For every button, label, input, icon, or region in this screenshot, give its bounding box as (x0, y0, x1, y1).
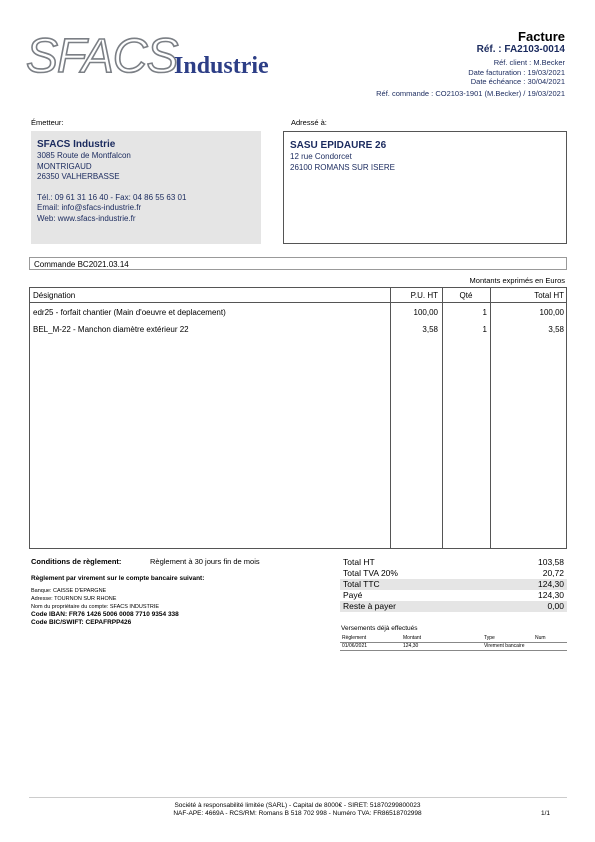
total-remaining-value: 0,00 (547, 601, 564, 611)
recipient-address-2: 26100 ROMANS SUR ISERE (290, 162, 395, 172)
emitter-name: SFACS Industrie (37, 139, 116, 150)
currency-note: Montants exprimés en Euros (469, 276, 565, 285)
payments-header (340, 634, 567, 642)
order-ref: Réf. commande : CO2103-1901 (M.Becker) / 19/03/2021 (376, 89, 565, 98)
total-paid (340, 590, 567, 601)
payments-col-amount: Montant (403, 635, 422, 641)
emitter-email: Email: info@sfacs-industrie.fr (37, 203, 142, 212)
row-1-designation: edr25 - forfait chantier (Main d'oeuvre et deplacement) (33, 308, 226, 317)
row-2-designation: BEL_M-22 - Manchon diamètre extérieur 22 (33, 325, 189, 334)
bank-name: Banque: CAISSE D'EPARGNE (31, 588, 107, 594)
row-2-unit-price: 3,58 (422, 325, 438, 334)
emitter-box (31, 131, 261, 244)
bank-heading: Règlement par virement sur le compte bancaire suivant: (31, 575, 205, 582)
row-2-total: 3,58 (548, 325, 564, 334)
footer-legal-1: Société à responsabilité limitée (SARL) - Capital de 8000€ - SIRET: 51870299800023 (174, 802, 421, 809)
logo-subtitle: Industrie (174, 53, 269, 79)
items-table (29, 287, 567, 549)
payment-row (340, 642, 567, 650)
payment-date: 01/06/2021 (342, 643, 368, 649)
total-ht-value: 103,58 (538, 557, 564, 567)
total-paid-label: Payé (343, 590, 363, 600)
invoice-date: Date facturation : 19/03/2021 (468, 68, 565, 77)
payments-title: Versements déjà effectués (341, 625, 418, 632)
recipient-address-1: 12 rue Condorcet (290, 152, 352, 161)
total-ht (340, 557, 567, 568)
col-designation: Désignation (33, 291, 76, 300)
payments-col-type: Type (484, 635, 495, 641)
bank-iban: Code IBAN: FR76 1426 5006 0008 7710 9354 338 (31, 611, 179, 618)
emitter-phone: Tél.: 09 61 31 16 40 - Fax: 04 86 55 63 01 (37, 192, 187, 202)
bank-owner: Nom du propriétaire du compte: SFACS INDUSTRIE (31, 604, 160, 610)
total-remaining (340, 601, 567, 612)
total-ttc-label: Total TTC (343, 579, 380, 589)
order-number: Commande BC2021.03.14 (29, 257, 567, 270)
total-remaining-label: Reste à payer (343, 601, 396, 611)
payment-type: Virement bancaire (484, 643, 525, 649)
recipient-box (283, 131, 567, 244)
due-date: Date échéance : 30/04/2021 (470, 77, 565, 86)
document-title: Facture (518, 29, 565, 44)
total-ttc-value: 124,30 (538, 579, 564, 589)
emitter-website: Web: www.sfacs-industrie.fr (37, 213, 136, 223)
col-total: Total HT (534, 291, 564, 300)
page-number: 1/1 (540, 810, 550, 817)
emitter-label: Émetteur: (31, 118, 64, 127)
total-ttc (340, 579, 567, 590)
row-1-quantity: 1 (482, 308, 487, 317)
payment-terms-value: Règlement à 30 jours fin de mois (150, 557, 260, 566)
logo-brand: SFACS (26, 30, 178, 83)
payments-col-date: Règlement (342, 635, 367, 641)
total-tva-label: Total TVA 20% (343, 568, 398, 578)
row-2-quantity: 1 (482, 325, 487, 334)
col-unit-price: P.U. HT (410, 291, 438, 300)
client-ref: Réf. client : M.Becker (493, 58, 565, 67)
emitter-address-1: 3085 Route de Montfalcon (37, 151, 131, 160)
recipient-label: Adressé à: (291, 118, 327, 127)
total-ht-label: Total HT (343, 557, 375, 567)
total-paid-value: 124,30 (538, 590, 564, 600)
payment-amount: 124,30 (403, 643, 419, 649)
bank-bic: Code BIC/SWIFT: CEPAFRPP426 (31, 619, 132, 626)
bank-address: Adresse: TOURNON SUR RHONE (31, 596, 117, 602)
payments-col-num: Num (535, 635, 546, 641)
payment-terms-label: Conditions de règlement: (31, 557, 122, 566)
total-tva (340, 568, 567, 579)
recipient-name: SASU EPIDAURE 26 (290, 140, 387, 151)
row-1-unit-price: 100,00 (413, 308, 438, 317)
emitter-address-2: MONTRIGAUD (37, 161, 92, 171)
footer-legal-2: NAF-APE: 4669A - RCS/RM: Romans B 518 702 998 - Numéro TVA: FR86518702998 (173, 810, 422, 817)
company-logo (26, 30, 286, 83)
footer-divider (29, 797, 567, 798)
col-quantity: Qté (459, 291, 473, 300)
row-1-total: 100,00 (539, 308, 564, 317)
invoice-ref: Réf. : FA2103-0014 (476, 44, 565, 55)
emitter-address-3: 26350 VALHERBASSE (37, 172, 120, 181)
total-tva-value: 20,72 (542, 568, 564, 578)
